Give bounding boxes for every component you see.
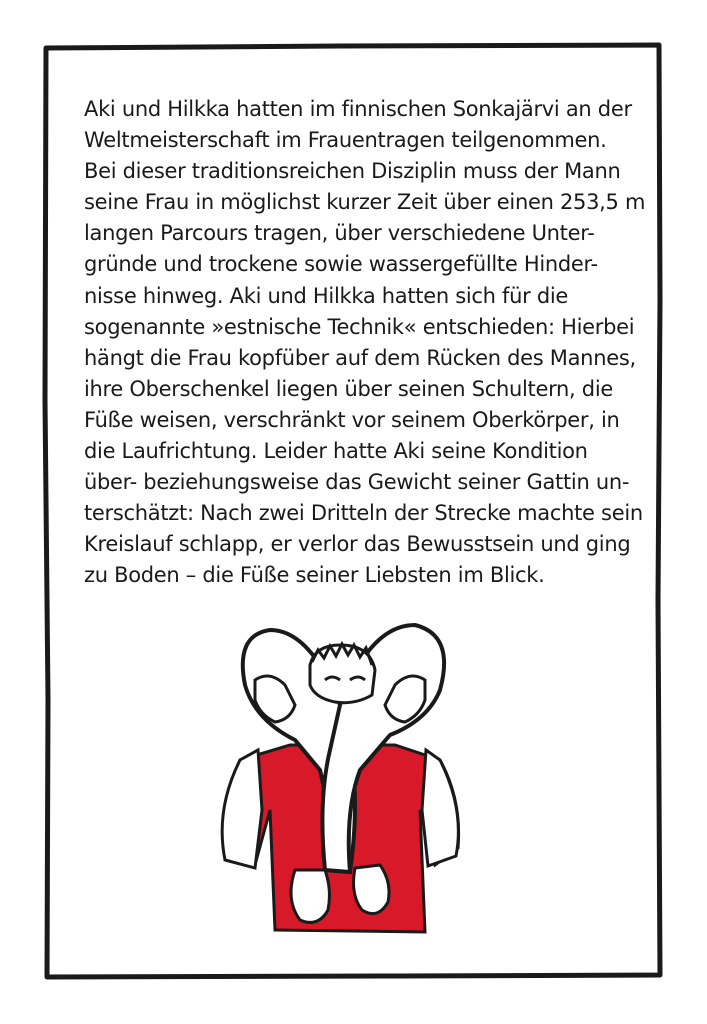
story-paragraph — [84, 94, 644, 592]
text-line: Füße weisen, verschränkt vor seinem Oberkörper, in — [84, 407, 620, 432]
text-line: über- beziehungsweise das Gewicht seiner Gattin un- — [84, 470, 630, 495]
left-arm — [222, 750, 262, 868]
text-line: gründe und trockene sowie wassergefüllte Hinder- — [84, 252, 598, 277]
text-line: Aki und Hilkka hatten im finnischen Sonkajärvi an der — [84, 97, 632, 121]
text-line: nisse hinweg. Aki und Hilkka hatten sich für die — [84, 283, 569, 308]
text-line: Kreislauf schlapp, er verlor das Bewusstsein und ging — [84, 532, 631, 557]
woman-right-foot — [354, 865, 389, 914]
text-line: terschätzt: Nach zwei Dritteln der Strecke machte sein — [84, 501, 643, 526]
right-arm — [422, 750, 458, 866]
text-line: ihre Oberschenkel liegen über seinen Schultern, die — [84, 376, 613, 401]
text-line: seine Frau in möglichst kurzer Zeit über einen 253,5 m — [84, 190, 646, 215]
text-line: sogenannte »estnische Technik« entschieden: Hierbei — [84, 314, 635, 339]
text-line: die Laufrichtung. Leider hatte Aki seine Kondition — [84, 439, 588, 464]
text-line: hängt die Frau kopfüber auf dem Rücken des Mannes, — [84, 345, 636, 370]
text-line: langen Parcours tragen, über verschiedene Unter- — [84, 221, 595, 246]
text-line: Weltmeisterschaft im Frauentragen teilgenommen. — [84, 128, 607, 153]
text-line: zu Boden – die Füße seiner Liebsten im Blick. — [84, 563, 545, 588]
wife-carrying-couple-illustration — [200, 610, 480, 940]
text-line: Bei dieser traditionsreichen Disziplin muss der Mann — [84, 159, 621, 184]
woman-left-foot — [291, 870, 329, 922]
